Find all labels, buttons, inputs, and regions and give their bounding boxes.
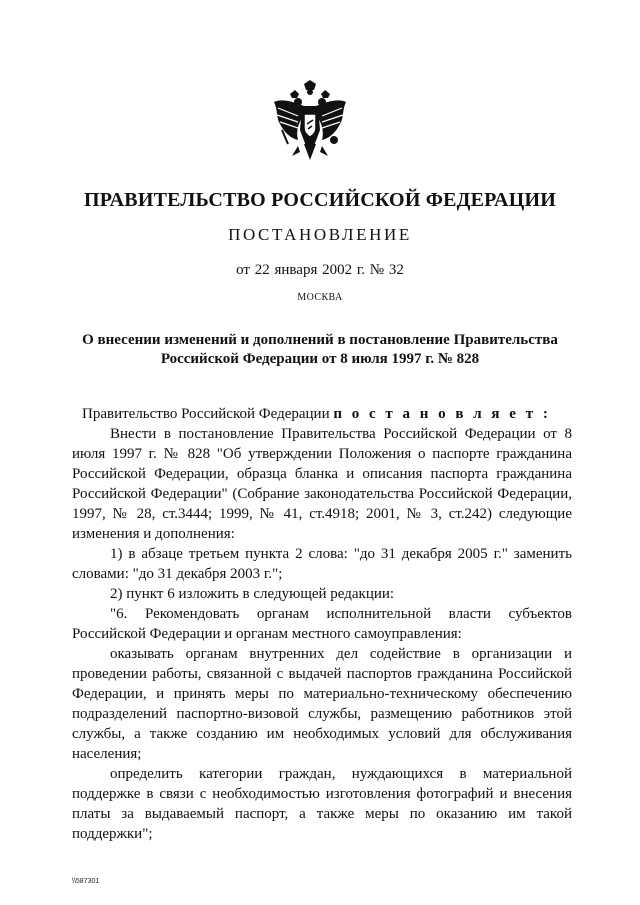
document-city: МОСКВА: [297, 292, 343, 303]
document-subject: [60, 331, 580, 369]
intro-prefix: Правительство Российской Федерации: [82, 406, 334, 422]
body-paragraph: Внести в постановление Правительства Российской Федерации от 8 июля 1997 г. № 828 "Об утверждении Положения о паспорте гражданина Российской Федерации, образца бланка и описания паспорта гражданина Российской Федерации" (Собрание законодательства Российской Федерации, 1997, № 28, ст.3444; 1999, № 41, ст.4918; 2001, № 3, ст.242) следующие изменения и дополнения:: [72, 426, 572, 542]
body-paragraph: оказывать органам внутренних дел содействие в организации и проведении работы, связанной с выдачей паспортов гражданина Российской Федерации, и принять меры по материально-техническому обеспечению подразделений паспортно-визовой службы, размещению работников этой службы, а также созданию им необходимых условий для обслуживания населения;: [72, 646, 572, 762]
government-title: ПРАВИТЕЛЬСТВО РОССИЙСКОЙ ФЕДЕРАЦИИ: [84, 189, 556, 211]
document-date-number: от 22 января 2002 г. № 32: [236, 262, 404, 278]
subject-line-2: Российской Федерации от 8 июля 1997 г. № 828: [160, 351, 480, 367]
coat-of-arms-icon: [268, 80, 352, 166]
intro-paragraph: [72, 404, 572, 424]
intro-verb: п о с т а н о в л я е т :: [333, 406, 551, 422]
body-paragraph: определить категории граждан, нуждающихся в материальной поддержке в связи с необходимостью изготовления фотографий и внесения платы за выдаваемый паспорт, а также меры по оказанию им такой поддержки";: [72, 766, 572, 842]
document-body: [72, 404, 572, 844]
document-type: ПОСТАНОВЛЕНИЕ: [228, 225, 412, 244]
body-paragraph: 2) пункт 6 изложить в следующей редакции:: [110, 586, 395, 602]
body-paragraph: 1) в абзаце третьем пункта 2 слова: "до 31 декабря 2005 г." заменить словами: "до 31 декабря 2003 г.";: [72, 546, 572, 582]
footer-document-code: \\587301: [72, 878, 100, 885]
subject-line-1: О внесении изменений и дополнений в постановление Правительства: [82, 332, 558, 348]
body-paragraph: "6. Рекомендовать органам исполнительной власти субъектов Российской Федерации и органам местного самоуправления:: [72, 606, 572, 642]
